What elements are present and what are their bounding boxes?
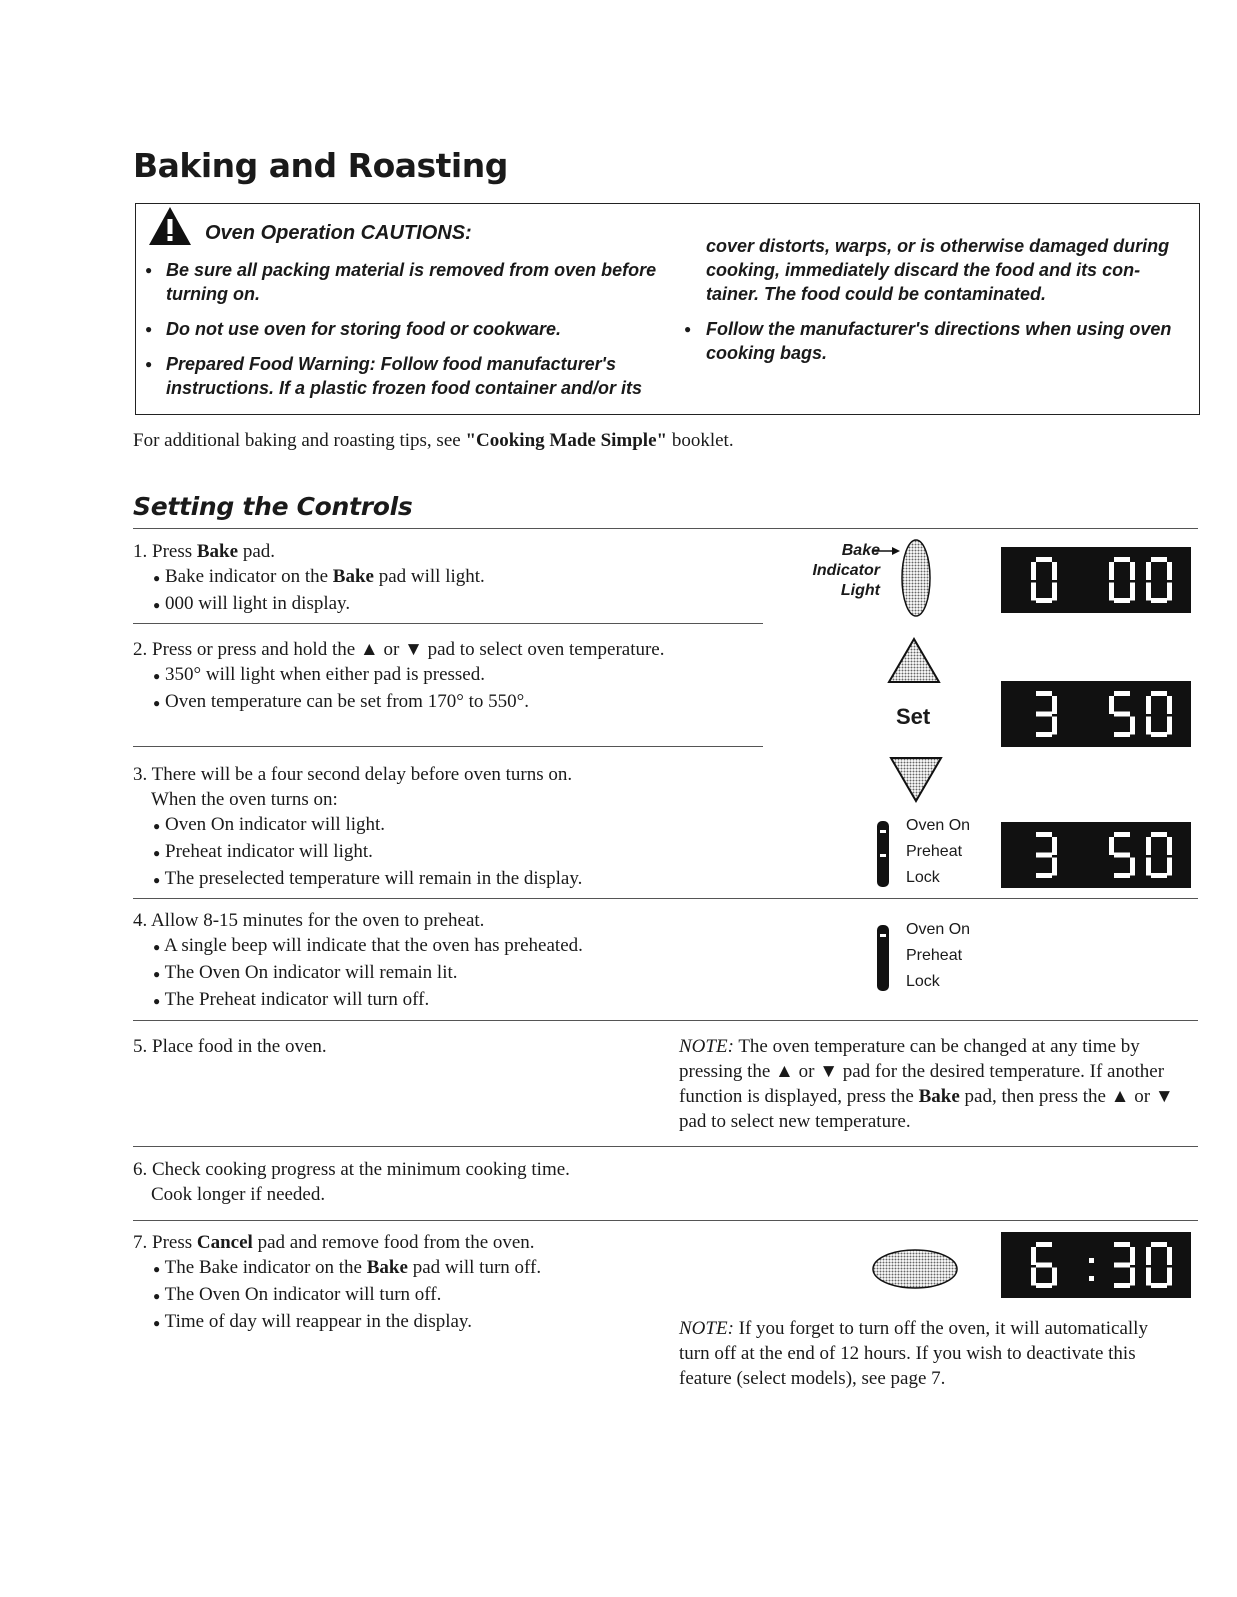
step-text: 000 will light in display.	[165, 593, 351, 614]
pad-name: Bake	[366, 1257, 408, 1278]
display-segment	[1146, 562, 1151, 580]
divider	[133, 1220, 1198, 1221]
bullet: ●	[145, 357, 153, 371]
note-text: feature (select models), see page 7.	[679, 1368, 946, 1389]
indicator-oven-on: Oven On	[906, 817, 971, 834]
display-segment	[1167, 696, 1172, 714]
caution-text: tainer. The food could be contaminated.	[706, 284, 1047, 304]
display-segment	[1031, 1247, 1036, 1265]
divider	[133, 1146, 1198, 1147]
display-segment	[1052, 562, 1057, 580]
step-2	[133, 637, 783, 716]
step-text: The Oven On indicator will remain lit.	[164, 962, 458, 983]
step-text: Press	[152, 1232, 197, 1253]
display-segment	[1114, 598, 1130, 603]
set-label: Set	[896, 704, 931, 729]
note-text: function is displayed, press the	[679, 1086, 919, 1107]
up-arrow-pad-icon[interactable]	[886, 636, 942, 691]
step-3	[133, 762, 783, 893]
step-text: pad to select oven temperature.	[422, 639, 665, 660]
indicator-bar-icon	[877, 821, 889, 887]
bullet: ●	[153, 873, 161, 887]
pad-name: Bake	[918, 1086, 960, 1107]
caution-item	[145, 317, 675, 341]
step-number: 6.	[133, 1159, 148, 1180]
step-number: 5.	[133, 1036, 148, 1057]
step-text: There will be a four second delay before oven turns on.	[151, 764, 573, 785]
divider	[133, 623, 763, 624]
step-text: Bake indicator on the	[165, 566, 333, 587]
colon-dot	[1089, 1258, 1094, 1263]
down-arrow-icon: ▼	[1154, 1086, 1174, 1107]
divider	[133, 528, 1198, 529]
display-segment	[1167, 858, 1172, 876]
caution-left-list	[145, 258, 675, 400]
seven-seg-display	[1001, 681, 1191, 747]
step-text: Place food in the oven.	[152, 1036, 327, 1057]
step-text: or	[378, 639, 405, 660]
step-text: pad will light.	[373, 566, 485, 587]
display-segment	[1130, 562, 1135, 580]
note-text: pressing the	[679, 1061, 776, 1082]
step-text: Check cooking progress at the minimum cooking time.	[152, 1159, 570, 1180]
display-segment	[1036, 598, 1052, 603]
display-segment	[1167, 562, 1172, 580]
display-segment	[1036, 732, 1052, 737]
display-segment	[1146, 837, 1151, 855]
bullet: ●	[145, 263, 153, 277]
step-text: 350° will light when either pad is pressed.	[165, 664, 485, 685]
note-auto-off	[679, 1316, 1199, 1391]
step-6	[133, 1157, 783, 1207]
colon-dot	[1089, 1276, 1094, 1281]
bullet: ●	[684, 322, 692, 336]
divider	[133, 1020, 1198, 1021]
bullet: ●	[153, 940, 161, 954]
display-segment	[1151, 732, 1167, 737]
step-text: Cook longer if needed.	[151, 1184, 326, 1205]
caution-right-list	[684, 234, 1186, 365]
divider	[133, 746, 763, 747]
note-temperature-change	[679, 1034, 1199, 1134]
step-text: Oven On indicator will light.	[165, 814, 386, 835]
step-text: pad will turn off.	[407, 1257, 542, 1278]
seven-seg-display	[1001, 1232, 1191, 1298]
display-segment	[1031, 562, 1036, 580]
display-segment	[1114, 712, 1130, 717]
note-text: or	[1129, 1086, 1155, 1107]
step-text: Allow 8-15 minutes for the oven to preheat.	[150, 910, 485, 931]
bullet: ●	[153, 669, 161, 683]
bullet: ●	[153, 696, 161, 710]
down-arrow-pad-icon[interactable]	[888, 755, 944, 810]
booklet-name: "Cooking Made Simple"	[465, 430, 668, 451]
step-text: The preselected temperature will remain in the display.	[164, 868, 583, 889]
display-segment	[1114, 832, 1130, 837]
caution-text: cooking, immediately discard the food and its con-	[706, 260, 1141, 280]
display-350	[1001, 681, 1191, 747]
display-segment	[1167, 1247, 1172, 1265]
note-text: pad, then press the	[959, 1086, 1111, 1107]
display-segment	[1114, 691, 1130, 696]
bullet: ●	[153, 967, 161, 981]
step-5	[133, 1034, 327, 1059]
caution-text: Prepared Food Warning: Follow food manufacturer's	[166, 354, 616, 374]
display-segment	[1146, 717, 1151, 735]
display-segment	[1114, 557, 1130, 562]
caution-text: cooking bags.	[706, 343, 828, 363]
bullet: ●	[153, 994, 161, 1008]
step-text: Time of day will reappear in the display.	[164, 1311, 472, 1332]
caution-text: Do not use oven for storing food or cookware.	[166, 319, 562, 339]
bullet: ●	[153, 1289, 161, 1303]
up-arrow-icon: ▲	[1110, 1086, 1130, 1107]
step-number: 4.	[133, 910, 148, 931]
display-segment	[1052, 1268, 1057, 1286]
display-segment	[1036, 712, 1052, 717]
display-segment	[1052, 696, 1057, 714]
note-text: The oven temperature can be changed at any time by	[733, 1036, 1140, 1057]
pad-name: Cancel	[196, 1232, 253, 1253]
note-text: pad to select new temperature.	[679, 1111, 911, 1132]
indicator-labels	[906, 917, 970, 995]
display-segment	[1146, 858, 1151, 876]
display-segment	[1036, 1283, 1052, 1288]
display-segment	[1130, 717, 1135, 735]
step-text: The Bake indicator on the	[164, 1257, 367, 1278]
display-segment	[1109, 583, 1114, 601]
indicator-labels	[906, 813, 970, 891]
step-number: 2.	[133, 639, 148, 660]
note-text: If you forget to turn off the oven, it will automatically	[733, 1318, 1148, 1339]
display-segment	[1114, 853, 1130, 858]
display-segment	[1146, 1268, 1151, 1286]
display-segment	[1031, 583, 1036, 601]
step-number: 3.	[133, 764, 148, 785]
up-arrow-icon: ▲	[359, 639, 379, 660]
display-segment	[1114, 1242, 1130, 1247]
display-segment	[1130, 858, 1135, 876]
down-arrow-icon: ▼	[404, 639, 423, 660]
caution-text: cover distorts, warps, or is otherwise damaged during	[706, 236, 1170, 256]
indicator-oven-on: Oven On	[906, 921, 971, 938]
note-label: NOTE:	[679, 1318, 734, 1339]
display-segment	[1146, 696, 1151, 714]
display-segment	[1151, 873, 1167, 878]
display-segment	[1151, 832, 1167, 837]
display-segment	[1167, 837, 1172, 855]
display-segment	[1114, 873, 1130, 878]
display-segment	[1052, 583, 1057, 601]
caution-text: Follow the manufacturer's directions when using oven	[706, 319, 1172, 339]
display-350-on	[1001, 822, 1191, 888]
caution-text: turning on.	[166, 284, 260, 304]
bake-pad-icon[interactable]	[866, 537, 962, 622]
note-text: pad for the desired temperature. If another	[838, 1061, 1165, 1082]
down-arrow-icon: ▼	[819, 1061, 838, 1082]
note-text: or	[793, 1061, 820, 1082]
note-label: NOTE:	[679, 1036, 734, 1057]
indicator-lock: Lock	[906, 869, 940, 886]
step-text: A single beep will indicate that the oven has preheated.	[163, 935, 583, 956]
cautions-heading: Oven Operation CAUTIONS:	[205, 222, 472, 244]
display-segment	[1151, 598, 1167, 603]
display-segment	[1036, 832, 1052, 837]
label-text: Bake	[841, 542, 880, 559]
display-000	[1001, 547, 1191, 613]
display-segment	[1146, 583, 1151, 601]
display-segment	[1167, 1268, 1172, 1286]
display-segment	[1146, 1247, 1151, 1265]
display-segment	[1052, 858, 1057, 876]
display-segment	[1114, 732, 1130, 737]
step-number: 7.	[133, 1232, 148, 1253]
display-segment	[1036, 1242, 1052, 1247]
display-segment	[1036, 691, 1052, 696]
step-text: The Preheat indicator will turn off.	[164, 989, 430, 1010]
caution-item	[684, 317, 1186, 365]
seven-seg-display	[1001, 822, 1191, 888]
step-text: Press	[152, 541, 197, 562]
bullet: ●	[153, 598, 161, 612]
pad-name: Bake	[196, 541, 239, 562]
step-text: Press or press and hold the	[152, 639, 360, 660]
bullet: ●	[145, 322, 153, 336]
bullet: ●	[153, 819, 161, 833]
divider	[133, 898, 1198, 899]
display-segment	[1151, 1242, 1167, 1247]
seven-seg-display	[1001, 547, 1191, 613]
step-number: 1.	[133, 541, 148, 562]
step-4	[133, 908, 783, 1014]
step-text: Oven temperature can be set from 170° to 550°.	[165, 691, 529, 712]
step-text: pad and remove food from the oven.	[252, 1232, 535, 1253]
display-segment	[1036, 853, 1052, 858]
display-segment	[1109, 562, 1114, 580]
display-segment	[1031, 1268, 1036, 1286]
step-text: The Oven On indicator will turn off.	[164, 1284, 442, 1305]
display-segment	[1167, 717, 1172, 735]
caution-item	[145, 352, 675, 400]
display-segment	[1109, 696, 1114, 714]
caution-item	[145, 258, 675, 306]
bullet: ●	[153, 1316, 161, 1330]
warning-icon	[147, 205, 193, 252]
indicator-preheat: Preheat	[906, 947, 963, 964]
bullet: ●	[153, 1262, 161, 1276]
indicator-lock: Lock	[906, 973, 940, 990]
indicator-preheat: Preheat	[906, 843, 963, 860]
step-1	[133, 539, 783, 618]
up-arrow-icon: ▲	[775, 1061, 794, 1082]
tips-line	[133, 428, 734, 453]
bullet: ●	[153, 846, 161, 860]
label-text: Light	[840, 582, 880, 599]
display-segment	[1151, 1283, 1167, 1288]
step-text: pad.	[238, 541, 275, 562]
display-segment	[1036, 1263, 1052, 1268]
step-text: When the oven turns on:	[151, 789, 338, 810]
display-segment	[1052, 837, 1057, 855]
display-segment	[1130, 1268, 1135, 1286]
label-text: Indicator	[812, 562, 880, 579]
note-text: turn off at the end of 12 hours. If you wish to deactivate this	[679, 1343, 1136, 1364]
caution-text: instructions. If a plastic frozen food container and/or its	[166, 378, 643, 398]
display-segment	[1109, 837, 1114, 855]
display-segment	[1114, 1283, 1130, 1288]
display-segment	[1130, 583, 1135, 601]
display-segment	[1036, 557, 1052, 562]
display-segment	[1114, 1263, 1130, 1268]
cancel-pad-icon[interactable]	[870, 1246, 960, 1297]
caution-text: Be sure all packing material is removed from oven before	[166, 260, 657, 280]
display-segment	[1130, 1247, 1135, 1265]
indicator-bar-icon	[877, 925, 889, 991]
tips-text: booklet.	[667, 430, 734, 451]
display-time	[1001, 1232, 1191, 1298]
display-segment	[1036, 873, 1052, 878]
tips-text: For additional baking and roasting tips, see	[133, 430, 466, 451]
step-text: Preheat indicator will light.	[165, 841, 373, 862]
bullet: ●	[153, 571, 161, 585]
display-segment	[1167, 583, 1172, 601]
pad-name: Bake	[332, 566, 374, 587]
display-segment	[1151, 557, 1167, 562]
display-segment	[1151, 691, 1167, 696]
section-title: Setting the Controls	[133, 492, 413, 521]
display-segment	[1052, 717, 1057, 735]
page-title: Baking and Roasting	[133, 146, 508, 185]
